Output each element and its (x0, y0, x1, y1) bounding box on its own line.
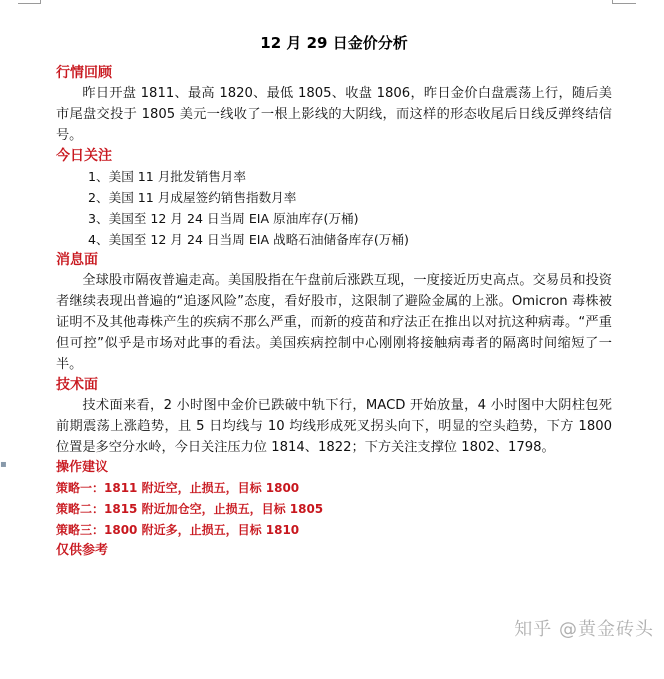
document-body (56, 32, 612, 561)
strategy-one: 策略一：1811 附近空，止损五，目标 1800 (56, 481, 300, 495)
crop-mark-top-right-h (612, 3, 636, 4)
market-review-text: 昨日开盘 1811、最高 1820、最低 1805、收盘 1806，昨日金价白盘震荡上行，随后美市尾盘交投于 1805 美元一线收了一根上影线的大阴线，而这样的形态收尾后日线反弹终结信号。 (56, 86, 612, 143)
strategy-two: 策略二：1815 附近加仓空，止损五，目标 1805 (56, 502, 324, 516)
list-item: 3、美国至 12 月 24 日当周 EIA 原油库存(万桶) (88, 211, 359, 226)
crop-mark-top-left-h (18, 3, 40, 4)
list-item: 2、美国 11 月成屋签约销售指数月率 (88, 190, 297, 205)
paragraph-anchor-icon: ▪ (0, 459, 7, 470)
section-heading-today-focus: 今日关注 (56, 148, 112, 164)
watermark: 知乎 @黄金砖头 (514, 619, 654, 640)
crop-mark-top-left-v (40, 0, 41, 4)
list-item: 4、美国至 12 月 24 日当周 EIA 战略石油储备库存(万桶) (88, 232, 409, 247)
today-focus-list (56, 166, 612, 250)
news-text: 全球股市隔夜普遍走高。美国股指在午盘前后涨跌互现，一度接近历史高点。交易员和投资者继续表现出普遍的“追逐风险”态度，看好股市，这限制了避险金属的上涨。Omicron 毒株被证明不及其他毒株产生的疾病不那么严重，而新的疫苗和疗法正在推出以对抗这种病毒。“严重但可控”似乎是市场对此事的看法。美国疾病控制中心刚刚将接触病毒者的隔离时间缩短了一半。 (56, 273, 612, 372)
page-title: 12 月 29 日金价分析 (260, 34, 408, 52)
technical-text: 技术面来看，2 小时图中金价已跌破中轨下行，MACD 开始放量，4 小时图中大阴柱包死前期震荡上涨趋势，且 5 日均线与 10 均线形成死叉拐头向下，明显的空头趋势，下方 1800 位置是多空分水岭，今日关注压力位 1814、1822；下方关注支撑位 1802、1798。 (56, 398, 612, 455)
strategy-three: 策略三：1800 附近多，止损五，目标 1810 (56, 523, 300, 537)
section-heading-advice: 操作建议 (56, 460, 109, 475)
section-heading-market-review: 行情回顾 (56, 65, 112, 81)
disclaimer: 仅供参考 (56, 543, 109, 558)
crop-mark-top-right-v (612, 0, 613, 4)
list-item: 1、美国 11 月批发销售月率 (88, 169, 246, 184)
section-heading-technical: 技术面 (56, 377, 98, 393)
section-heading-news: 消息面 (56, 252, 98, 268)
